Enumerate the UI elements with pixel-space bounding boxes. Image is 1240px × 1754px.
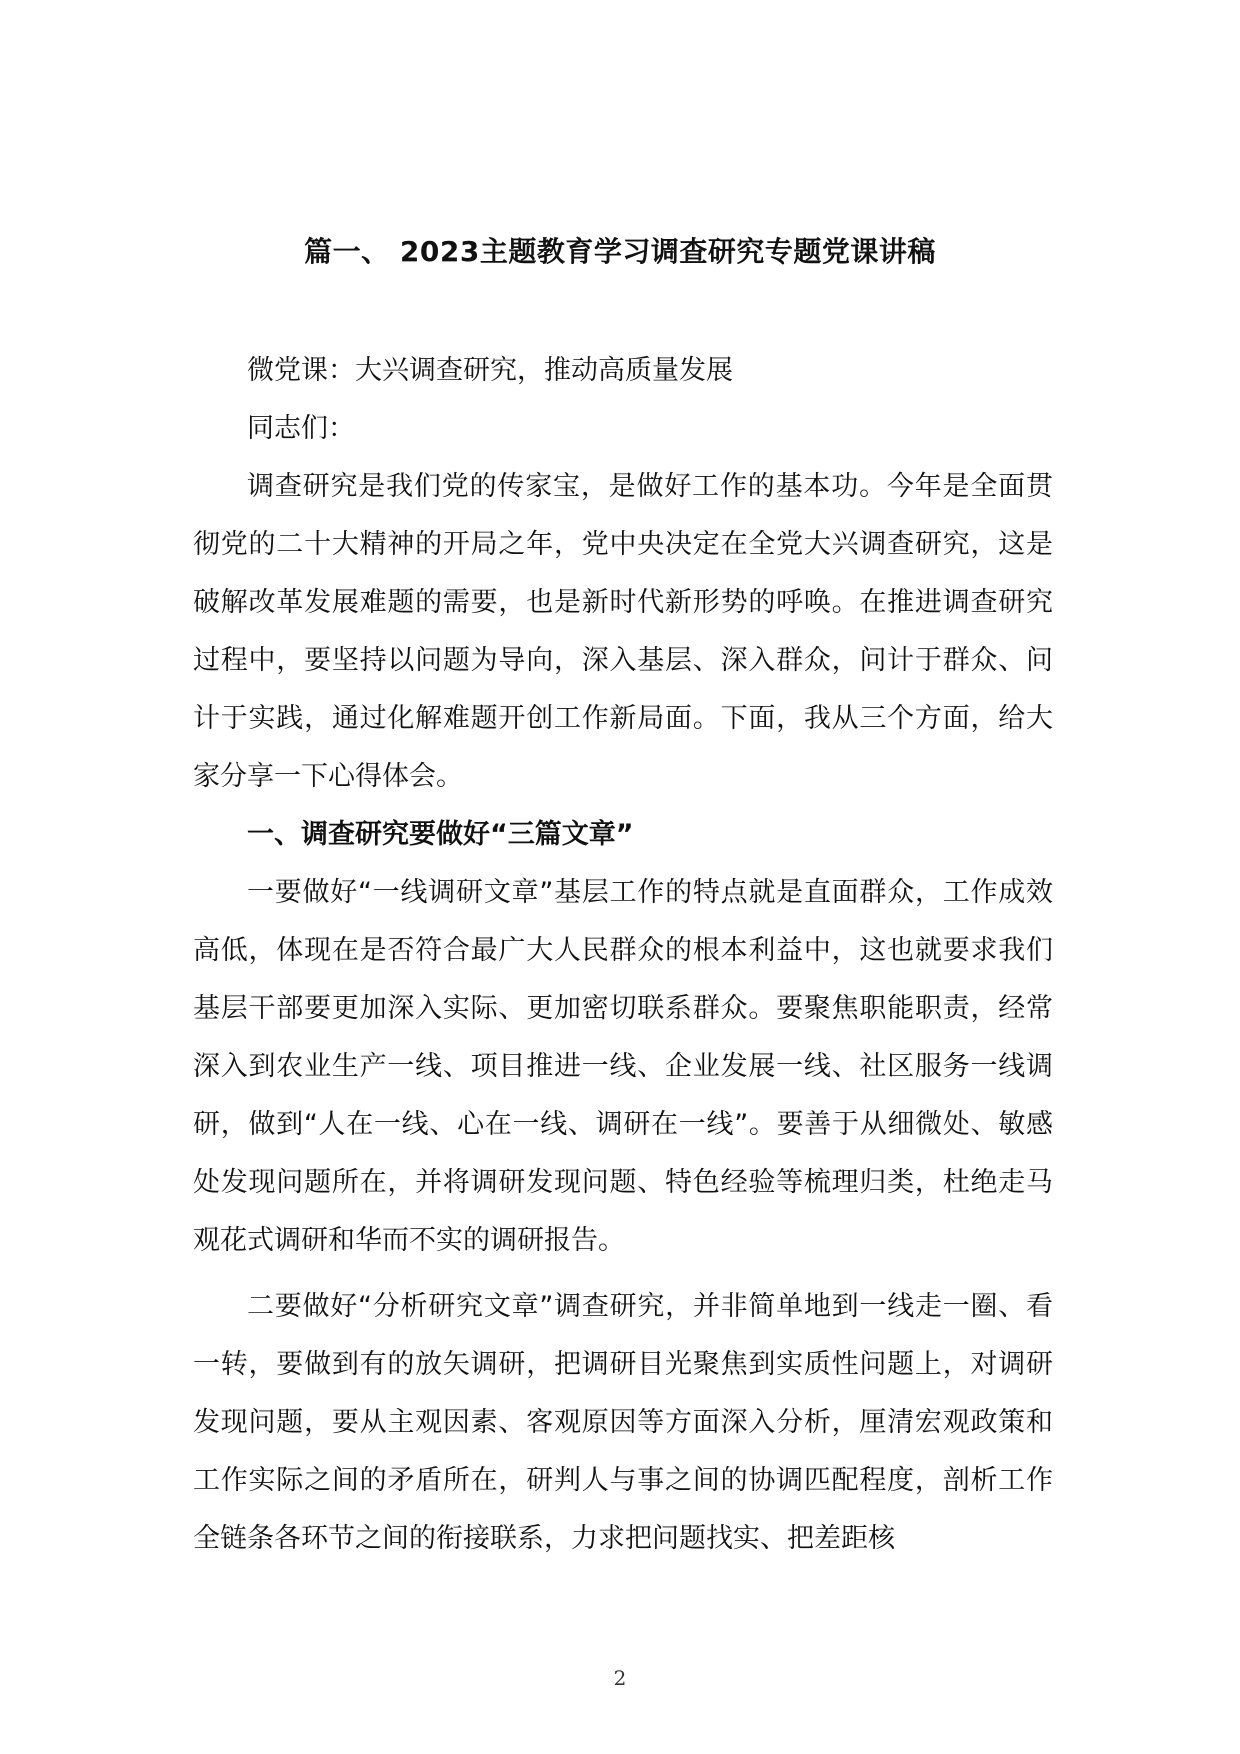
section-heading-1: 一、调查研究要做好“三篇文章” xyxy=(247,819,634,850)
salutation: 同志们： xyxy=(247,413,355,444)
lecture-subtitle: 微党课：大兴调查研究，推动高质量发展 xyxy=(247,355,733,386)
paragraph-analysis-research: 二要做好“分析研究文章”调查研究，并非简单地到一线走一圈、看一转，要做到有的放矢调研，把调研目光聚焦到实质性问题上，对调研发现问题，要从主观因素、客观原因等方面深入分析，厘清宏观政策和工作实际之间的矛盾所在，研判人与事之间的协调匹配程度，剖析工作全链条各环节之间的衔接联系，力求把问题找实、把差距核 xyxy=(193,1291,1053,1554)
paragraph-intro: 调查研究是我们党的传家宝，是做好工作的基本功。今年是全面贯彻党的二十大精神的开局之年，党中央决定在全党大兴调查研究，这是破解改革发展难题的需要，也是新时代新形势的呼唤。在推进调查研究过程中，要坚持以问题为导向，深入基层、深入群众，问计于群众、问计于实践，通过化解难题开创工作新局面。下面，我从三个方面，给大家分享一下心得体会。 xyxy=(193,471,1053,792)
page-number: 2 xyxy=(613,1666,627,1690)
paragraph-frontline-research: 一要做好“一线调研文章”基层工作的特点就是直面群众，工作成效高低，体现在是否符合最广大人民群众的根本利益中，这也就要求我们基层干部要更加深入实际、更加密切联系群众。要聚焦职能职责，经常深入到农业生产一线、项目推进一线、企业发展一线、社区服务一线调研，做到“人在一线、心在一线、调研在一线”。要善于从细微处、敏感处发现问题所在，并将调研发现问题、特色经验等梳理归类，杜绝走马观花式调研和华而不实的调研报告。 xyxy=(193,877,1053,1256)
document-title: 篇一、 2023主题教育学习调查研究专题党课讲稿 xyxy=(304,235,936,268)
document-body xyxy=(193,342,1053,1568)
